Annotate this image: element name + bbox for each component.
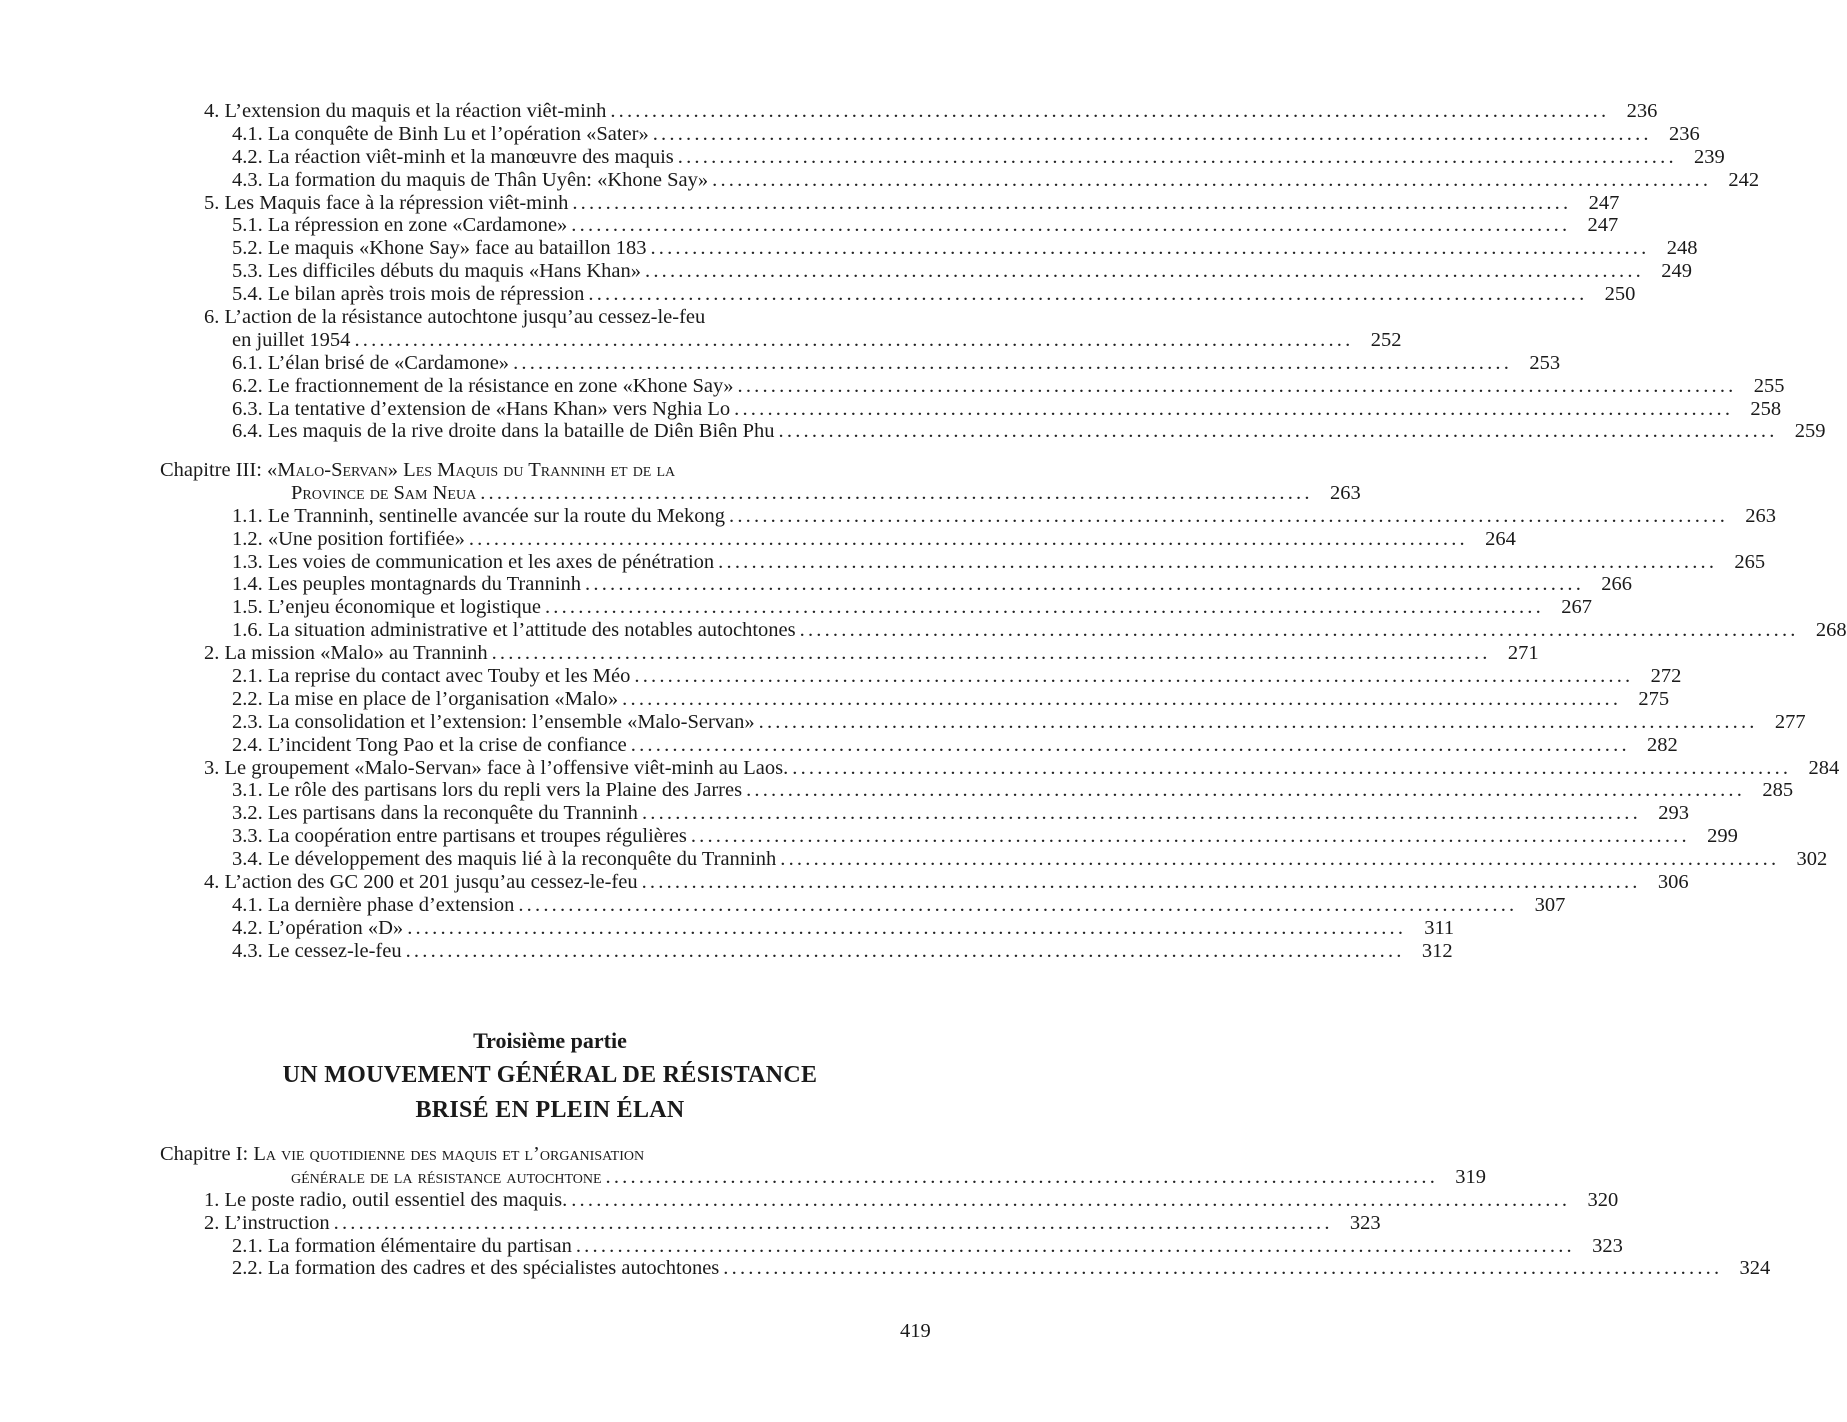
page-number: 249 (1661, 260, 1692, 283)
toc-entry-list (160, 504, 1847, 963)
toc-entry (160, 802, 1689, 825)
toc-entry (160, 573, 1633, 596)
toc-chapter-1 (160, 1143, 1771, 1280)
dot-leader: ........................................................................................................................ (407, 916, 1407, 939)
toc-entry (160, 779, 1794, 802)
toc-entry-title: 1. Le poste radio, outil essentiel des maquis. (204, 1188, 568, 1211)
toc-entry (160, 214, 1619, 237)
toc-entry-title: 4. L’extension du maquis et la réaction viêt-minh (204, 99, 607, 122)
toc-entry-title: 3.2. Les partisans dans la reconquête du Tranninh (232, 802, 638, 825)
page-number: 323 (1592, 1234, 1623, 1257)
page-number: 239 (1694, 145, 1725, 168)
page-number: 236 (1668, 122, 1700, 145)
page-number: 299 (1707, 825, 1738, 848)
chapter-heading-line: Chapitre I: La vie quotidienne des maquis et l’organisation (160, 1143, 645, 1165)
dot-leader: ........................................................................................................................ (746, 779, 1746, 802)
dot-leader: ........................................................................................................................ (571, 214, 1571, 237)
page-number: 275 (1638, 687, 1670, 710)
dot-leader: ........................................................................................................................ (645, 260, 1644, 283)
toc-entry (160, 642, 1539, 665)
page-number: 253 (1529, 351, 1561, 374)
toc-entry-title: 6.4. Les maquis de la rive droite dans la bataille de Diên Biên Phu (232, 420, 775, 443)
part-title-line-1: UN MOUVEMENT GÉNÉRAL DE RÉSISTANCE (282, 1062, 818, 1088)
toc-entry-title: en juillet 1954 (232, 328, 351, 351)
dot-leader: ........................................................................................................................ (737, 374, 1737, 397)
toc-entry (160, 397, 1782, 421)
page-number: 265 (1734, 550, 1766, 573)
chapter-heading-continuation (160, 1165, 1487, 1189)
dot-leader: ........................................................................................................................ (630, 733, 1630, 756)
chapter-continuation-text: générale de la résistance autochtone (291, 1165, 602, 1188)
toc-entry-title: 3.3. La coopération entre partisans et troupes régulières (232, 825, 687, 848)
dot-leader: ........................................................................................................................ (468, 527, 1468, 550)
page-number: 320 (1587, 1188, 1619, 1211)
dot-leader: ........................................................................................................................ (544, 596, 1544, 619)
page-number: 236 (1626, 99, 1658, 122)
toc-entry-title: 6. L’action de la résistance autochtone jusqu’au cessez-le-feu (204, 306, 706, 328)
toc-entry-title: 2. La mission «Malo» au Tranninh (204, 642, 488, 665)
dot-leader: ........................................................................................................................ (513, 351, 1513, 374)
page-number: 250 (1604, 283, 1636, 306)
toc-entry (160, 756, 1840, 780)
toc-entry (160, 825, 1738, 848)
page-number: 302 (1796, 848, 1828, 871)
chapter-heading-line: Chapitre III: «Malo-Servan» Les Maquis du Tranninh et de la (160, 459, 676, 481)
toc-chapter-3 (160, 459, 1847, 963)
toc-entry-title: 2.3. La consolidation et l’extension: l’ensemble «Malo-Servan» (232, 710, 755, 733)
toc-entry-title: 1.1. Le Tranninh, sentinelle avancée sur la route du Mekong (232, 504, 726, 527)
page-number: 312 (1421, 939, 1453, 962)
toc-entry (160, 916, 1455, 940)
toc-entry (160, 619, 1847, 642)
dot-leader: ........................................................................................................................ (641, 802, 1641, 825)
toc-entry-title: 1.3. Les voies de communication et les axes de pénétration (232, 550, 715, 573)
toc-entry-title: 4.2. La réaction viêt-minh et la manœuvre des maquis (232, 145, 674, 168)
toc-entry (160, 687, 1670, 711)
dot-leader: .................................................................................................... (605, 1165, 1439, 1188)
toc-entry (160, 665, 1682, 688)
toc-entry (160, 527, 1516, 551)
dot-leader: ........................................................................................................................ (718, 550, 1718, 573)
toc-entry-title: 6.1. L’élan brisé de «Cardamone» (232, 351, 510, 374)
page-number: 311 (1424, 916, 1455, 939)
toc-entry-title: 4.1. La dernière phase d’extension (232, 893, 515, 916)
toc-entry-title: 2.4. L’incident Tong Pao et la crise de confiance (232, 733, 627, 756)
toc-section-top (160, 99, 1826, 443)
toc-entry (160, 939, 1453, 963)
toc-entry-title: 1.2. «Une position fortifiée» (232, 527, 465, 550)
chapter-continuation-text: Province de Sam Neua (291, 481, 477, 504)
dot-leader: ........................................................................................................................ (588, 283, 1588, 306)
dot-leader: ........................................................................................................................ (690, 825, 1690, 848)
dot-leader: ........................................................................................................................ (575, 1234, 1575, 1257)
dot-leader: ........................................................................................................................ (799, 619, 1799, 642)
toc-entry (160, 550, 1766, 574)
dot-leader: ........................................................................................................................ (405, 939, 1405, 962)
toc-entry-title: 3. Le groupement «Malo-Servan» face à l’offensive viêt-minh au Laos. (204, 756, 789, 779)
page-number: 277 (1774, 710, 1806, 733)
toc-entry-title: 3.4. Le développement des maquis lié à la reconquête du Tranninh (232, 848, 777, 871)
dot-leader: ........................................................................................................................ (622, 687, 1622, 710)
toc-entry (160, 1211, 1381, 1235)
part-label: Troisième partie (473, 1028, 627, 1053)
part-title-line-2: BRISÉ EN PLEIN ÉLAN (415, 1097, 685, 1123)
dot-leader: ........................................................................................................................ (729, 504, 1729, 527)
page-number: 323 (1349, 1211, 1381, 1234)
toc-entry-title: 5. Les Maquis face à la répression viêt-minh (204, 191, 569, 214)
dot-leader: ........................................................................................................................ (677, 145, 1677, 168)
toc-entry-title: 3.1. Le rôle des partisans lors du repli vers la Plaine des Jarres (232, 779, 743, 802)
page-number: 319 (1455, 1165, 1487, 1188)
page-number: 247 (1588, 191, 1620, 214)
toc-entry (160, 122, 1700, 146)
dot-leader: ........................................................................................................................ (778, 420, 1778, 443)
dot-leader: ........................................................................................................................ (610, 99, 1610, 122)
page-number: 259 (1794, 420, 1826, 443)
toc-entry-title: 4.2. L’opération «D» (232, 916, 404, 939)
toc-entry (160, 504, 1777, 528)
dot-leader: ........................................................................................................................ (780, 848, 1780, 871)
toc-entry-title: 1.5. L’enjeu économique et logistique (232, 596, 541, 619)
dot-leader: ........................................................................................................................ (585, 573, 1585, 596)
dot-leader: ........................................................................................................................ (571, 1188, 1571, 1211)
page-number: 263 (1745, 504, 1777, 527)
toc-entry-title: 2.1. La reprise du contact avec Touby et les Méo (232, 665, 631, 687)
toc-entry (160, 848, 1828, 871)
toc-entry-title: 6.2. Le fractionnement de la résistance en zone «Khone Say» (232, 374, 734, 397)
toc-entry-title: 5.2. Le maquis «Khone Say» face au bataillon 183 (232, 237, 647, 260)
dot-leader: ........................................................................................................................ (734, 397, 1734, 420)
page-number: 324 (1739, 1257, 1771, 1280)
page-number: 293 (1658, 802, 1689, 825)
dot-leader: ........................................................................................................................ (792, 756, 1792, 779)
dot-leader: ........................................................................................................................ (723, 1257, 1723, 1280)
page-number: 247 (1587, 214, 1619, 237)
toc-entry-title: 6.3. La tentative d’extension de «Hans Khan» vers Nghia Lo (232, 397, 731, 420)
toc-entry (160, 420, 1826, 443)
toc-entry (160, 99, 1658, 123)
toc-entry (160, 1234, 1623, 1258)
dot-leader: ........................................................................................................................ (491, 642, 1491, 665)
page-folio: 419 (900, 1320, 931, 1342)
toc-entry-title: 5.1. La répression en zone «Cardamone» (232, 214, 568, 237)
page-number: 285 (1762, 779, 1794, 802)
toc-entry-title: 4.3. Le cessez-le-feu (232, 939, 402, 962)
toc-entry (160, 237, 1698, 260)
toc-entry-title: 2.2. La mise en place de l’organisation «Malo» (232, 687, 619, 710)
page-number: 307 (1534, 893, 1566, 916)
toc-entry (160, 733, 1678, 757)
toc-entry (160, 1188, 1619, 1212)
page-number: 306 (1657, 871, 1689, 894)
toc-entry-title: 2. L’instruction (204, 1211, 330, 1234)
toc-entry (160, 374, 1785, 398)
page-number: 255 (1753, 374, 1785, 397)
dot-leader: ........................................................................................................................ (634, 665, 1634, 687)
dot-leader: ........................................................................................................................ (650, 237, 1650, 260)
page-number: 248 (1666, 237, 1698, 260)
page-number: 267 (1561, 596, 1592, 619)
toc-entry (160, 283, 1636, 306)
page-number: 252 (1370, 328, 1402, 351)
page-number: 266 (1601, 573, 1633, 596)
page-number: 272 (1650, 665, 1682, 687)
toc-entry (160, 306, 886, 329)
dot-leader: .................................................................................................... (480, 481, 1313, 504)
page-number: 242 (1728, 168, 1760, 191)
toc-entry-title: 5.4. Le bilan après trois mois de répression (232, 283, 585, 306)
toc-entry-title: 1.6. La situation administrative et l’attitude des notables autochtones (232, 619, 796, 642)
toc-entry-list (160, 1188, 1771, 1281)
page-number: 284 (1808, 756, 1840, 779)
dot-leader: ........................................................................................................................ (333, 1211, 1333, 1234)
dot-leader: ........................................................................................................................ (572, 191, 1572, 214)
toc-entry-title: 2.1. La formation élémentaire du partisan (232, 1234, 572, 1257)
chapter-heading-continuation (160, 481, 1361, 505)
toc-entry (160, 351, 1561, 375)
toc-entry-title: 4.1. La conquête de Binh Lu et l’opération «Sater» (232, 122, 649, 145)
page-number: 258 (1750, 397, 1782, 420)
toc-entry-title: 2.2. La formation des cadres et des spécialistes autochtones (232, 1257, 720, 1280)
page-number: 264 (1485, 527, 1516, 550)
toc-entry (160, 145, 1725, 169)
toc-entry (160, 596, 1592, 619)
dot-leader: ........................................................................................................................ (652, 122, 1652, 145)
dot-leader: ........................................................................................................................ (641, 871, 1641, 894)
page-number: 282 (1647, 733, 1678, 756)
toc-entry (160, 191, 1620, 215)
page-number: 268 (1815, 619, 1847, 642)
toc-entry (160, 893, 1566, 917)
dot-leader: ........................................................................................................................ (518, 893, 1518, 916)
dot-leader: ........................................................................................................................ (354, 328, 1354, 351)
toc-entry (160, 871, 1689, 894)
toc-entry-title: 4. L’action des GC 200 et 201 jusqu’au cessez-le-feu (204, 871, 638, 894)
dot-leader: ........................................................................................................................ (758, 710, 1758, 733)
toc-entry (160, 710, 1806, 734)
page-number: 263 (1329, 481, 1361, 504)
dot-leader: ........................................................................................................................ (712, 168, 1712, 191)
page-number: 271 (1507, 642, 1539, 665)
toc-entry-title: 4.3. La formation du maquis de Thân Uyên: «Khone Say» (232, 168, 709, 191)
toc-entry (160, 1257, 1771, 1280)
toc-entry (160, 168, 1760, 192)
toc-entry (160, 328, 1402, 352)
toc-entry (160, 260, 1692, 283)
toc-entry-title: 5.3. Les difficiles débuts du maquis «Hans Khan» (232, 260, 641, 283)
toc-entry-title: 1.4. Les peuples montagnards du Tranninh (232, 573, 582, 596)
